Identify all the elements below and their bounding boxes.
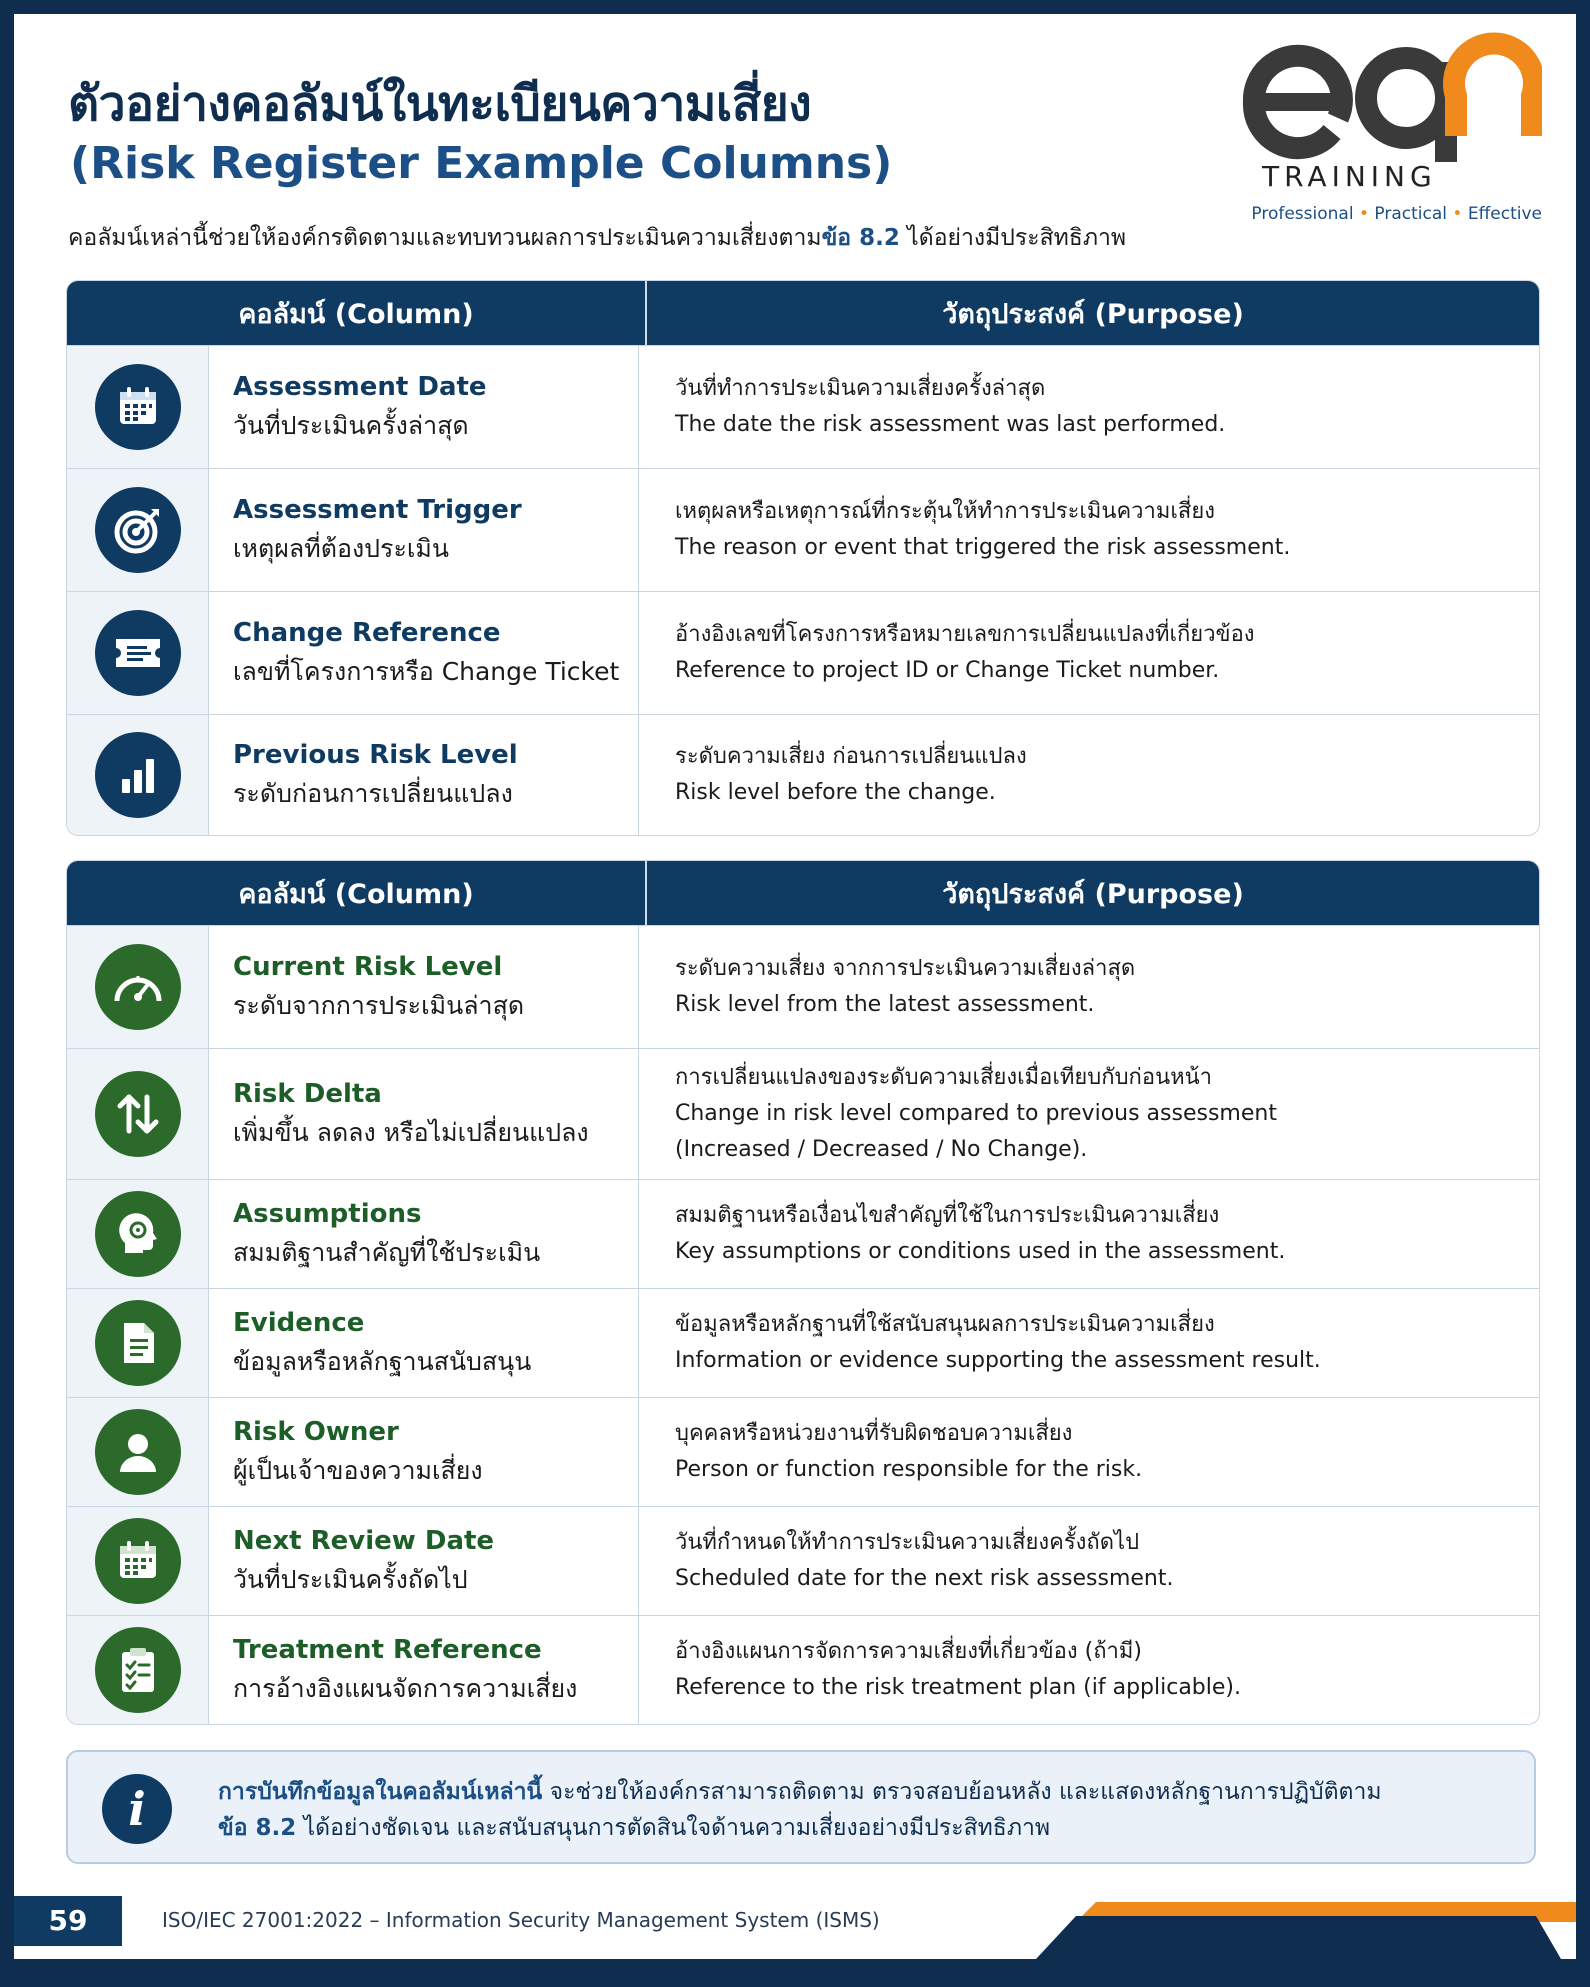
subtitle-text-end: ได้อย่างมีประสิทธิภาพ xyxy=(899,225,1127,251)
column-name: Risk Owner xyxy=(233,1417,399,1447)
tagline-dot: • xyxy=(1358,204,1369,224)
column-header: คอลัมน์ (Column) xyxy=(67,281,647,345)
info-note xyxy=(66,1750,1536,1864)
tagline-professional: Professional xyxy=(1251,204,1354,224)
bar-chart-icon xyxy=(95,732,181,818)
risk-columns-table-2 xyxy=(66,860,1540,1725)
purpose-english: The date the risk assessment was last performed. xyxy=(675,412,1226,437)
purpose-header: วัตถุประสงค์ (Purpose) xyxy=(942,878,1244,910)
table-row xyxy=(67,714,1539,835)
purpose-english: Risk level from the latest assessment. xyxy=(675,992,1095,1017)
gauge-icon xyxy=(95,944,181,1030)
purpose-english: Information or evidence supporting the assessment result. xyxy=(675,1348,1321,1373)
page-title-english: (Risk Register Example Columns) xyxy=(70,138,893,189)
column-name: Evidence xyxy=(233,1308,365,1338)
page-subtitle xyxy=(68,220,1126,256)
purpose-thai: สมมติฐานหรือเงื่อนไขสำคัญที่ใช้ในการประเมินความเสี่ยง xyxy=(675,1203,1220,1228)
column-name: Change Reference xyxy=(233,618,501,648)
head-gear-icon xyxy=(95,1191,181,1277)
target-icon xyxy=(95,487,181,573)
table-row xyxy=(67,468,1539,591)
table-row xyxy=(67,1615,1539,1724)
column-header: คอลัมน์ (Column) xyxy=(67,861,647,925)
column-name-thai: สมมติฐานสำคัญที่ใช้ประเมิน xyxy=(233,1238,541,1267)
column-name-thai: ระดับจากการประเมินล่าสุด xyxy=(233,991,525,1020)
purpose-english: Scheduled date for the next risk assessment. xyxy=(675,1566,1174,1591)
table-row xyxy=(67,1048,1539,1179)
purpose-thai: บุคคลหรือหน่วยงานที่รับผิดชอบความเสี่ยง xyxy=(675,1421,1073,1446)
purpose-thai: เหตุผลหรือเหตุการณ์ที่กระตุ้นให้ทำการประเมินความเสี่ยง xyxy=(675,499,1215,524)
person-icon xyxy=(95,1409,181,1495)
column-name-thai: ระดับก่อนการเปลี่ยนแปลง xyxy=(233,779,513,808)
purpose-thai: วันที่ทำการประเมินความเสี่ยงครั้งล่าสุด xyxy=(675,376,1046,401)
eqa-logo xyxy=(1242,32,1542,232)
column-name: Next Review Date xyxy=(233,1526,495,1556)
purpose-english: Reference to the risk treatment plan (if applicable). xyxy=(675,1675,1241,1700)
table-row xyxy=(67,345,1539,468)
column-name: Previous Risk Level xyxy=(233,740,518,770)
footer-text: ISO/IEC 27001:2022 – Information Security Management System (ISMS) xyxy=(162,1908,880,1932)
page-title: ตัวอย่างคอลัมน์ในทะเบียนความเสี่ยง xyxy=(68,76,812,132)
purpose-thai: การเปลี่ยนแปลงของระดับความเสี่ยงเมื่อเทียบกับก่อนหน้า xyxy=(675,1065,1213,1090)
column-name: Treatment Reference xyxy=(233,1635,542,1665)
column-name-thai: เพิ่มขึ้น ลดลง หรือไม่เปลี่ยนแปลง xyxy=(233,1118,589,1147)
column-name: Current Risk Level xyxy=(233,952,503,982)
column-name: Assessment Date xyxy=(233,372,487,402)
column-name: Assumptions xyxy=(233,1199,422,1229)
note-body: จะช่วยให้องค์กรสามารถติดตาม ตรวจสอบย้อนหลัง และแสดงหลักฐานการปฏิบัติตาม xyxy=(542,1779,1382,1805)
logo-training-text: TRAINING xyxy=(1262,160,1437,193)
ticket-icon xyxy=(95,610,181,696)
subtitle-text: คอลัมน์เหล่านี้ช่วยให้องค์กรติดตามและทบทวนผลการประเมินความเสี่ยงตาม xyxy=(68,225,822,251)
purpose-english: The reason or event that triggered the risk assessment. xyxy=(675,535,1291,560)
note-text xyxy=(218,1774,1508,1846)
note-clause: ข้อ 8.2 xyxy=(218,1815,297,1841)
column-name-thai: เหตุผลที่ต้องประเมิน xyxy=(233,534,450,563)
tagline-practical: Practical xyxy=(1374,204,1447,224)
page-footer xyxy=(14,1896,1576,1959)
footer-decoration xyxy=(1016,1896,1576,1959)
info-icon: i xyxy=(102,1774,172,1844)
clipboard-check-icon xyxy=(95,1627,181,1713)
page xyxy=(14,14,1576,1959)
purpose-thai: ระดับความเสี่ยง จากการประเมินความเสี่ยงล่าสุด xyxy=(675,956,1136,981)
risk-columns-table-1 xyxy=(66,280,1540,836)
purpose-thai: อ้างอิงเลขที่โครงการหรือหมายเลขการเปลี่ยนแปลงที่เกี่ยวข้อง xyxy=(675,622,1255,647)
table-row xyxy=(67,1506,1539,1615)
eqa-wordmark xyxy=(1242,32,1542,162)
tagline-effective: Effective xyxy=(1467,204,1542,224)
purpose-english: Change in risk level compared to previous assessment xyxy=(675,1101,1277,1126)
table-row xyxy=(67,925,1539,1048)
purpose-thai: วันที่กำหนดให้ทำการประเมินความเสี่ยงครั้งถัดไป xyxy=(675,1530,1140,1555)
column-name-thai: วันที่ประเมินครั้งถัดไป xyxy=(233,1565,468,1594)
purpose-thai: ระดับความเสี่ยง ก่อนการเปลี่ยนแปลง xyxy=(675,744,1027,769)
purpose-thai: ข้อมูลหรือหลักฐานที่ใช้สนับสนุนผลการประเมินความเสี่ยง xyxy=(675,1312,1215,1337)
column-name-thai: เลขที่โครงการหรือ Change Ticket xyxy=(233,657,620,686)
table-header xyxy=(67,861,1539,925)
up-down-arrows-icon xyxy=(95,1071,181,1157)
note-body-end: ได้อย่างชัดเจน และสนับสนุนการตัดสินใจด้านความเสี่ยงอย่างมีประสิทธิภาพ xyxy=(296,1815,1051,1841)
column-name: Risk Delta xyxy=(233,1079,382,1109)
tagline-dot: • xyxy=(1452,204,1463,224)
purpose-english: Key assumptions or conditions used in the assessment. xyxy=(675,1239,1286,1264)
purpose-thai: อ้างอิงแผนการจัดการความเสี่ยงที่เกี่ยวข้อง (ถ้ามี) xyxy=(675,1639,1142,1664)
table-header xyxy=(67,281,1539,345)
calendar-icon xyxy=(95,1518,181,1604)
logo-tagline xyxy=(1242,204,1542,224)
column-name-thai: การอ้างอิงแผนจัดการความเสี่ยง xyxy=(233,1674,578,1703)
table-row xyxy=(67,1288,1539,1397)
column-name-thai: วันที่ประเมินครั้งล่าสุด xyxy=(233,411,469,440)
purpose-english: Risk level before the change. xyxy=(675,780,996,805)
purpose-english: Reference to project ID or Change Ticket number. xyxy=(675,658,1220,683)
table-row xyxy=(67,1397,1539,1506)
table-row xyxy=(67,591,1539,714)
column-name-thai: ผู้เป็นเจ้าของความเสี่ยง xyxy=(233,1456,483,1485)
subtitle-clause: ข้อ 8.2 xyxy=(821,225,900,251)
column-name: Assessment Trigger xyxy=(233,495,522,525)
column-name-thai: ข้อมูลหรือหลักฐานสนับสนุน xyxy=(233,1347,532,1376)
document-icon xyxy=(95,1300,181,1386)
purpose-header: วัตถุประสงค์ (Purpose) xyxy=(942,298,1244,330)
calendar-icon xyxy=(95,364,181,450)
purpose-english-detail: (Increased / Decreased / No Change). xyxy=(675,1137,1088,1162)
purpose-english: Person or function responsible for the risk. xyxy=(675,1457,1143,1482)
table-row xyxy=(67,1179,1539,1288)
page-number: 59 xyxy=(14,1896,122,1946)
note-highlight: การบันทึกข้อมูลในคอลัมน์เหล่านี้ xyxy=(218,1779,543,1805)
